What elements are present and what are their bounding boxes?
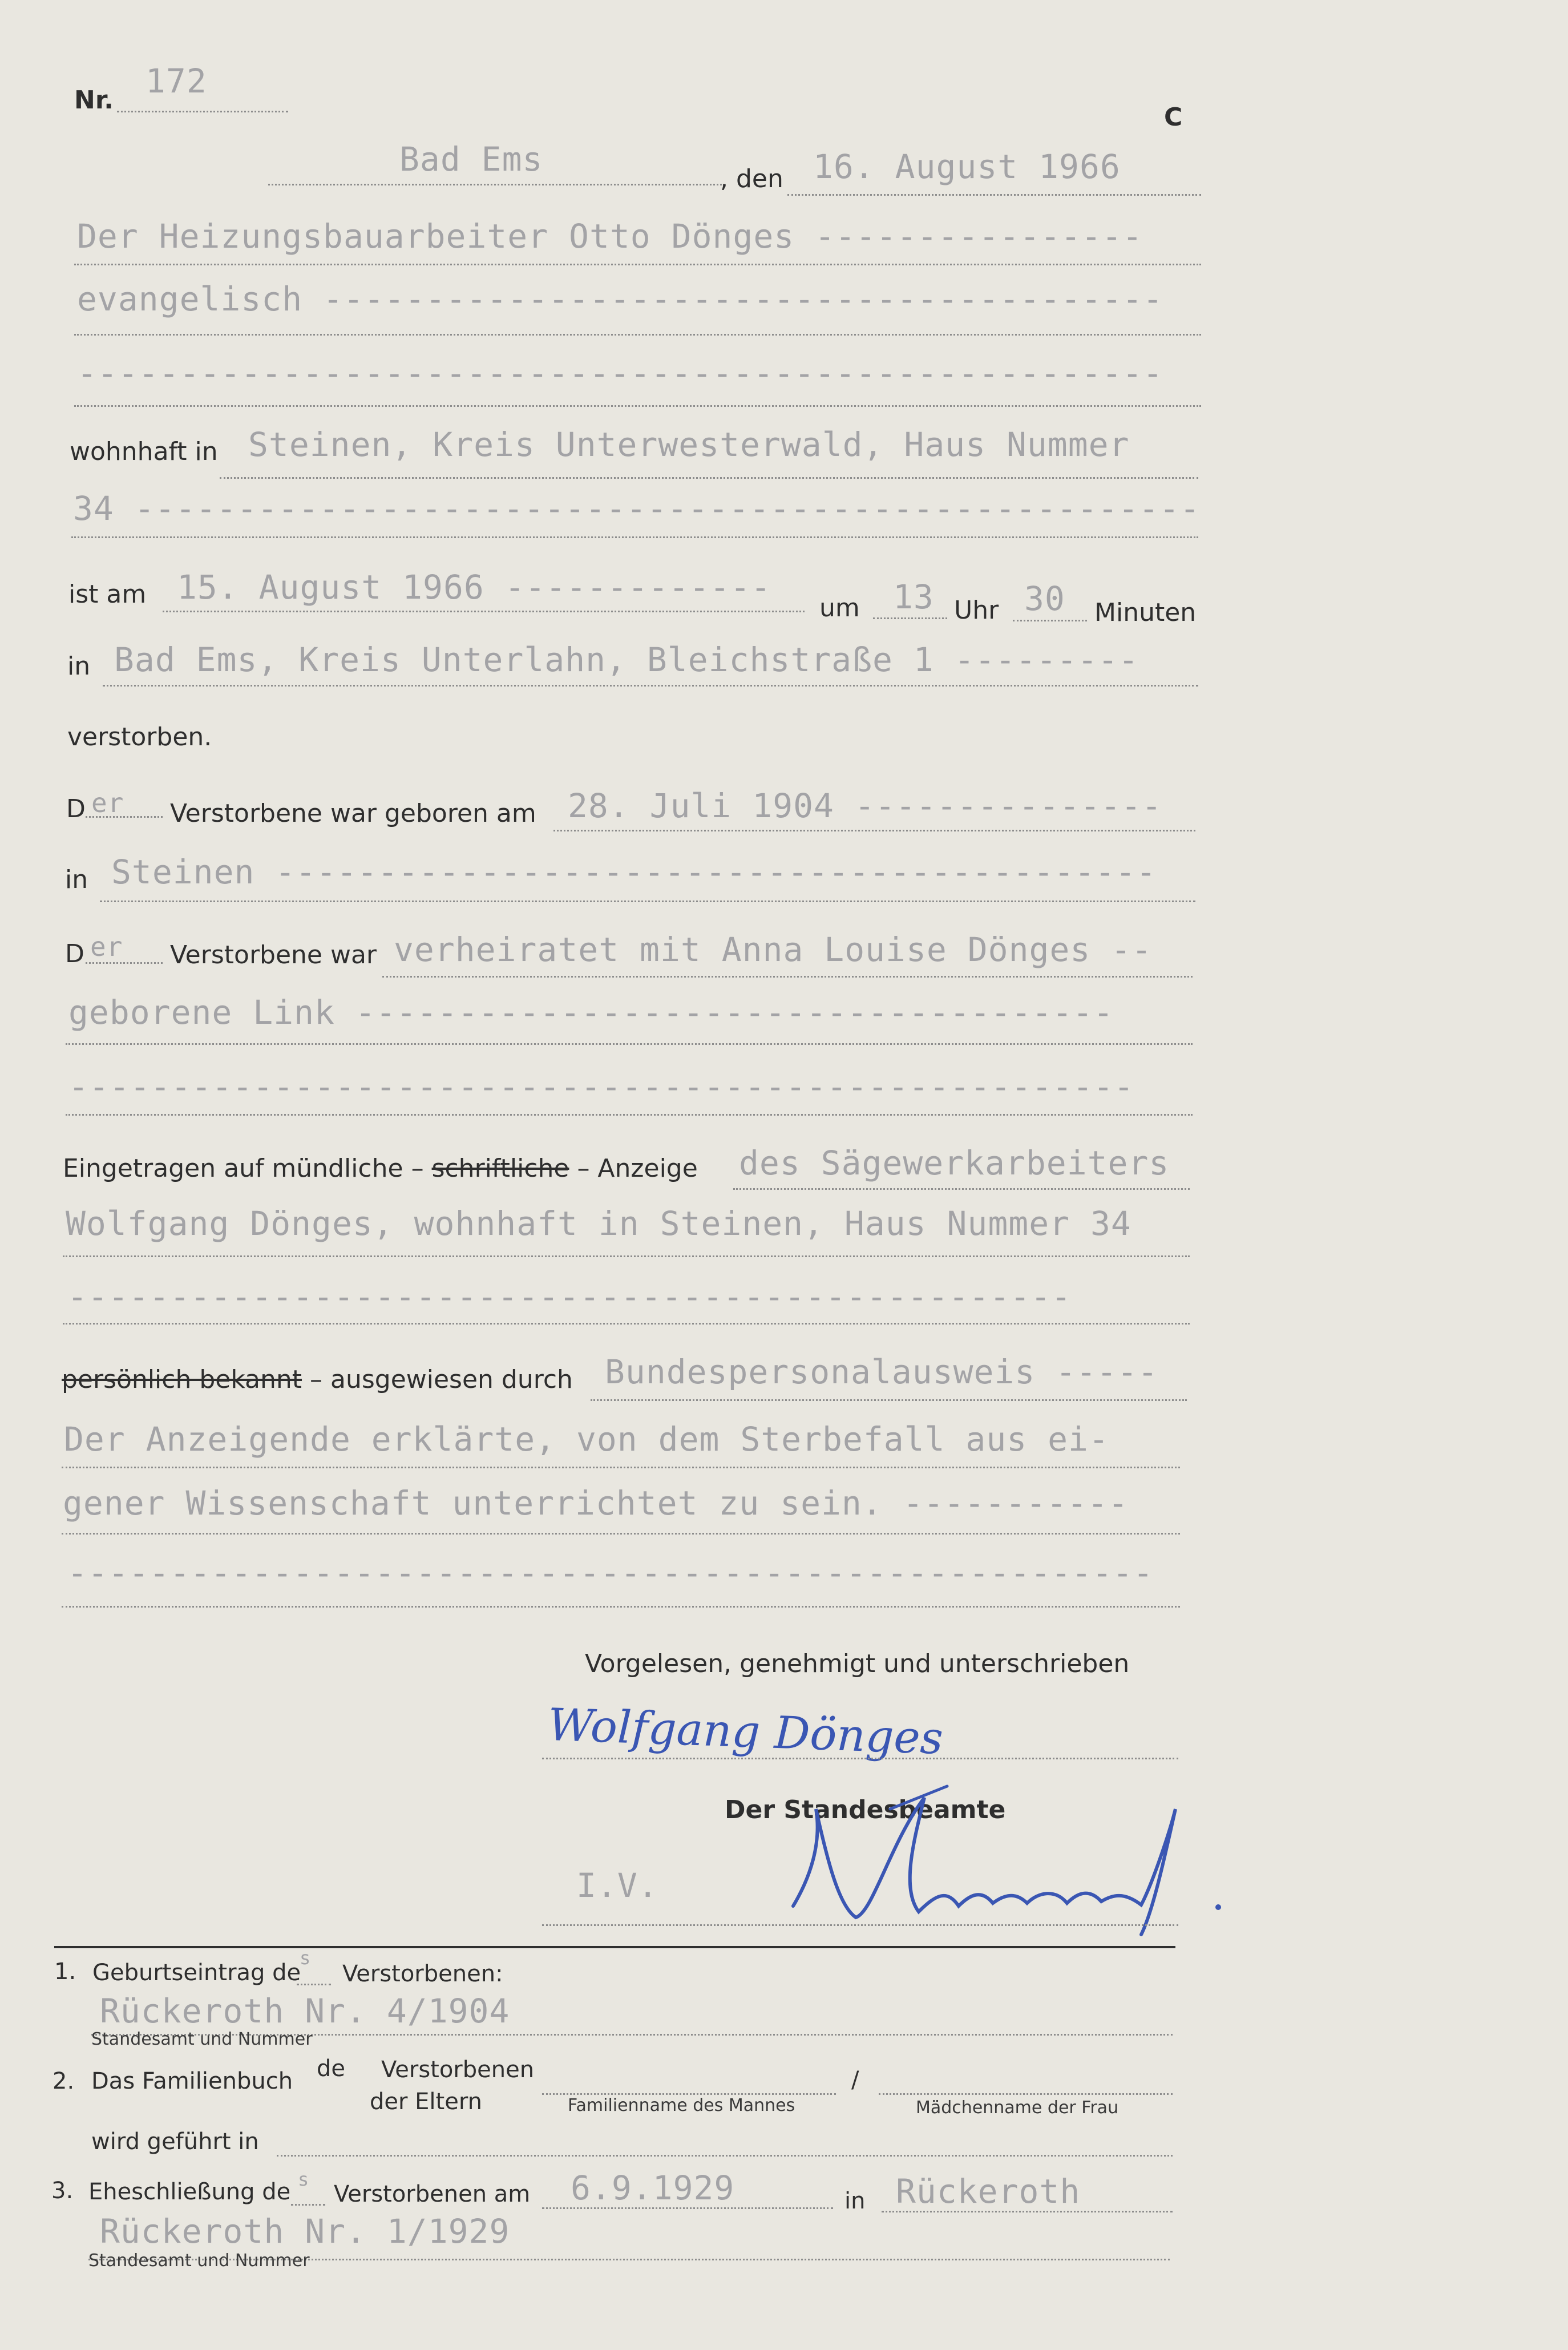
item1-s: s: [300, 1947, 312, 1969]
item2-rule-a: [542, 2093, 836, 2095]
statement-rule-3: [62, 1606, 1180, 1608]
identification-label-rest: – ausgewiesen durch: [302, 1365, 573, 1394]
registration-place: Bad Ems: [399, 140, 543, 179]
birth-place-rule: [100, 901, 1195, 902]
birth-er: er: [91, 788, 124, 818]
form-letter: C: [1164, 103, 1183, 132]
item2-label: Das Familienbuch: [91, 2068, 293, 2094]
statement-line-1: Der Anzeigende erklärte, von dem Sterbefall aus ei-: [64, 1420, 1109, 1459]
item2-slash: /: [851, 2067, 859, 2093]
item3-number: 3.: [51, 2178, 74, 2204]
residence-label: wohnhaft in: [70, 437, 218, 466]
statement-rule-2: [62, 1533, 1180, 1535]
item3-label-b: Verstorbenen am: [334, 2181, 531, 2207]
identification-label-struck: persönlich bekannt: [62, 1365, 302, 1394]
item2-rule-b: [879, 2093, 1173, 2095]
registrar-title: Der Standesbeamte: [725, 1795, 1006, 1824]
uhr-label: Uhr: [954, 596, 999, 625]
registrar-signature-line: [542, 1924, 1178, 1926]
item1-sub: Standesamt und Nummer: [91, 2029, 313, 2049]
item2-option-1: Verstorbenen: [381, 2057, 535, 2083]
item3-s: s: [298, 2169, 310, 2190]
marital-rule-2: [66, 1043, 1193, 1045]
item2-sub-b: Mädchenname der Frau: [916, 2098, 1119, 2118]
death-hour: 13: [893, 578, 934, 616]
minutes-rule: [1013, 620, 1087, 621]
informant-line-2: Wolfgang Dönges, wohnhaft in Steinen, Haus Nummer 34: [66, 1204, 1131, 1243]
item2-de: de: [317, 2056, 345, 2082]
death-place-rule: [103, 685, 1198, 687]
registration-label-a: Eingetragen auf mündliche –: [63, 1154, 432, 1183]
item1-value: Rückeroth Nr. 4/1904: [100, 1992, 510, 2030]
marital-status-3: ----------------------------------------------------: [68, 1067, 1134, 1106]
item2-option-2: der Eltern: [370, 2089, 482, 2115]
residence-rule-1: [220, 477, 1198, 479]
informant-rule-1: [733, 1188, 1190, 1190]
statement-line-3: -----------------------------------------------------: [67, 1553, 1154, 1592]
birth-place: Steinen -------------------------------------------: [111, 853, 1157, 891]
marital-label: Verstorbene war: [170, 940, 377, 970]
id-document-rule: [591, 1399, 1187, 1401]
informant-signature-line: [542, 1758, 1178, 1759]
birth-date: 28. Juli 1904 ---------------: [568, 786, 1162, 825]
verstorben-label: verstorben.: [67, 722, 212, 752]
informant-signature: Wolfgang Dönges: [547, 1699, 944, 1765]
item1-label-a: Geburtseintrag de: [92, 1960, 301, 1986]
statement-line-2: gener Wissenschaft unterrichtet zu sein. -----------: [63, 1484, 1129, 1523]
marital-er: er: [90, 931, 123, 962]
item2-rule-c: [277, 2155, 1173, 2157]
death-place: Bad Ems, Kreis Unterlahn, Bleichstraße 1 ---------: [114, 640, 1139, 679]
birth-date-rule: [553, 830, 1195, 831]
id-document: Bundespersonalausweis -----: [605, 1352, 1158, 1391]
residence-rule-2: [71, 536, 1198, 538]
marital-status-2: geborene Link -------------------------------------: [68, 993, 1114, 1032]
item3-label-a: Eheschließung de: [88, 2179, 291, 2205]
nr-line: [117, 111, 288, 112]
marital-d-label: D: [65, 939, 84, 968]
registration-date: 16. August 1966: [813, 147, 1121, 186]
deceased-line-2: evangelisch -----------------------------------------: [77, 280, 1163, 318]
marital-status-1: verheiratet mit Anna Louise Dönges --: [394, 930, 1153, 969]
nr-label: Nr.: [74, 86, 114, 115]
record-number: 172: [146, 62, 207, 100]
deceased-line-3: -----------------------------------------------------: [77, 354, 1163, 393]
item3-in-label: in: [844, 2188, 866, 2214]
informant-rule-3: [63, 1323, 1190, 1325]
registration-label: [63, 1154, 698, 1183]
informant-line-1: des Sägewerkarbeiters: [739, 1144, 1170, 1182]
date-line: [787, 194, 1201, 196]
item3-date-rule: [542, 2207, 833, 2209]
informant-line-3: -------------------------------------------------: [67, 1277, 1072, 1316]
place-line: [268, 184, 722, 185]
identification-label: [62, 1365, 573, 1394]
ist-am-label: ist am: [68, 580, 147, 609]
death-date-rule: [163, 611, 805, 612]
residence-line-1: Steinen, Kreis Unterwesterwald, Haus Nummer: [248, 425, 1130, 464]
death-minutes: 30: [1024, 579, 1065, 618]
item1-number: 1.: [54, 1959, 76, 1985]
item3-date: 6.9.1929: [571, 2169, 735, 2207]
registrar-signature: [776, 1775, 1232, 1946]
birth-d-label: D: [66, 794, 86, 823]
birth-in-label: in: [65, 865, 88, 894]
read-approved-text: Vorgelesen, genehmigt und unterschrieben: [585, 1649, 1130, 1678]
item3-s-rule: [291, 2204, 325, 2206]
den-label: , den: [720, 164, 783, 193]
item2-line-2: wird geführt in: [91, 2129, 259, 2155]
item3-place-rule: [882, 2211, 1173, 2212]
informant-rule-2: [63, 1255, 1190, 1257]
footer-separator: [54, 1946, 1175, 1948]
residence-line-2: 34 ----------------------------------------------------: [73, 489, 1201, 528]
deceased-line-1: Der Heizungsbauarbeiter Otto Dönges ----------------: [77, 217, 1143, 256]
item3-value: Rückeroth Nr. 1/1929: [100, 2212, 510, 2251]
iv-mark: I.V.: [576, 1866, 658, 1905]
deceased-rule-3: [74, 405, 1201, 407]
marital-er-rule: [86, 962, 163, 964]
item2-number: 2.: [52, 2068, 75, 2094]
item1-label-b: Verstorbenen:: [342, 1961, 503, 1987]
death-date: 15. August 1966 -------------: [177, 568, 771, 607]
statement-rule-1: [62, 1467, 1180, 1468]
item2-sub-a: Familienname des Mannes: [568, 2095, 795, 2115]
hour-rule: [873, 617, 947, 619]
registration-label-struck: schriftliche: [431, 1154, 569, 1183]
um-label: um: [819, 593, 860, 623]
marital-rule-3: [66, 1114, 1193, 1116]
item3-sub: Standesamt und Nummer: [88, 2251, 310, 2271]
registration-label-b: – Anzeige: [569, 1154, 698, 1183]
birth-label: Verstorbene war geboren am: [170, 799, 536, 828]
item3-place: Rückeroth: [896, 2172, 1081, 2211]
deceased-rule-2: [74, 334, 1201, 336]
death-in-label: in: [67, 652, 91, 681]
deceased-rule-1: [74, 264, 1201, 265]
minuten-label: Minuten: [1094, 598, 1197, 627]
item1-s-rule: [297, 1984, 331, 1985]
marital-rule-1: [382, 976, 1193, 978]
